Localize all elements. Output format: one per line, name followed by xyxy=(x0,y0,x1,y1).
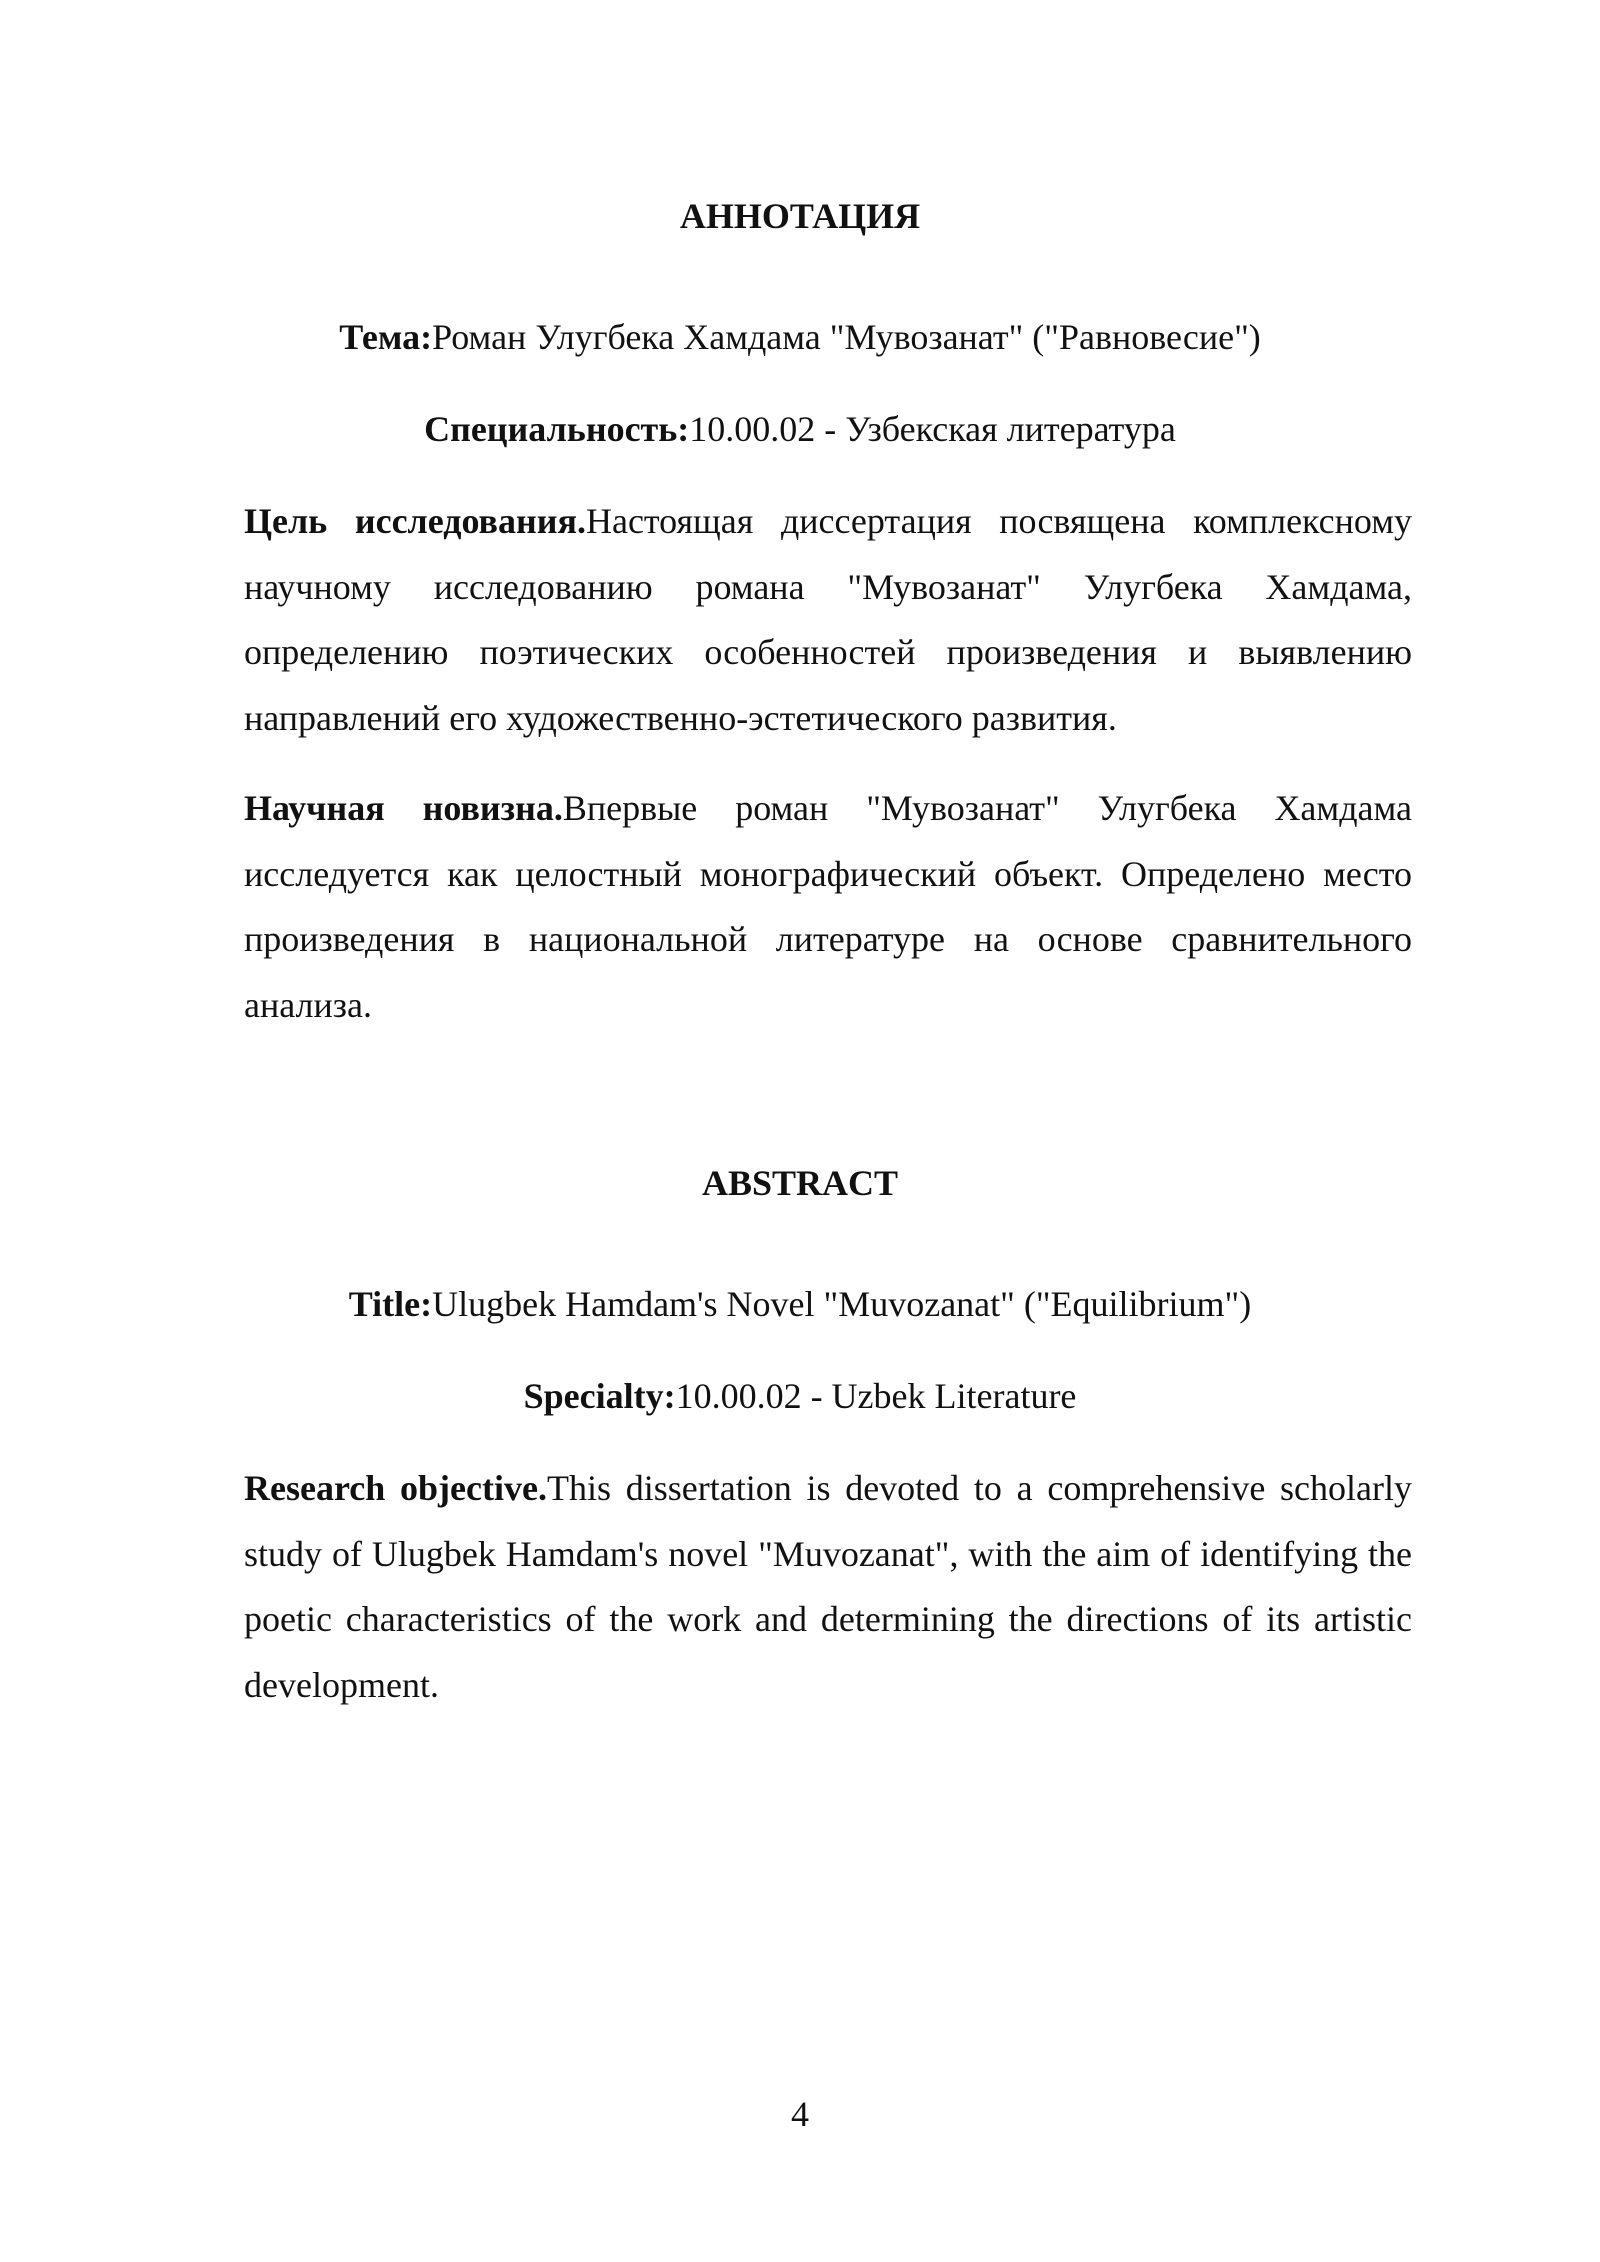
scientific-novelty-label: Научная новизна. xyxy=(244,788,563,828)
research-objective-label-ru: Цель исследования. xyxy=(244,501,586,541)
research-objective-paragraph-ru xyxy=(244,489,1412,751)
specialty-line-en xyxy=(0,1376,1600,1416)
specialty-value-en: 10.00.02 - Uzbek Literature xyxy=(675,1376,1077,1416)
research-objective-paragraph-en xyxy=(244,1456,1412,1718)
annotation-heading: АННОТАЦИЯ xyxy=(679,196,921,236)
topic-label: Тема: xyxy=(339,317,433,357)
research-objective-text-en: This dissertation is devoted to a comprehensive scholarly study of Ulugbek Hamdam's novel "Muvozanat", with the aim of identifying the poetic characteristics of the work and determining the directions of its artistic development. xyxy=(244,1468,1412,1705)
topic-value: Роман Улугбека Хамдама "Мувозанат" ("Равновесие") xyxy=(432,317,1261,357)
specialty-value-ru: 10.00.02 - Узбекская литература xyxy=(689,409,1176,449)
page-number: 4 xyxy=(791,2094,809,2134)
research-objective-text-ru: Настоящая диссертация посвящена комплексному научному исследованию романа "Мувозанат" Улугбека Хамдама, определению поэтических особенностей произведения и выявлению направлений его художественно-эстетического развития. xyxy=(244,501,1412,738)
abstract-heading: ABSTRACT xyxy=(701,1163,899,1203)
specialty-line-ru xyxy=(0,409,1600,449)
topic-line xyxy=(0,317,1600,357)
scientific-novelty-text: Впервые роман "Мувозанат" Улугбека Хамдама исследуется как целостный монографический объект. Определено место произведения в национальной литературе на основе сравнительного анализа. xyxy=(244,788,1413,1025)
specialty-label-ru: Специальность: xyxy=(424,409,690,449)
title-value: Ulugbek Hamdam's Novel "Muvozanat" ("Equilibrium") xyxy=(432,1284,1252,1324)
title-label: Title: xyxy=(348,1284,433,1324)
scientific-novelty-paragraph xyxy=(244,776,1412,1038)
specialty-label-en: Specialty: xyxy=(523,1376,676,1416)
research-objective-label-en: Research objective. xyxy=(244,1468,547,1508)
title-line xyxy=(0,1284,1600,1324)
